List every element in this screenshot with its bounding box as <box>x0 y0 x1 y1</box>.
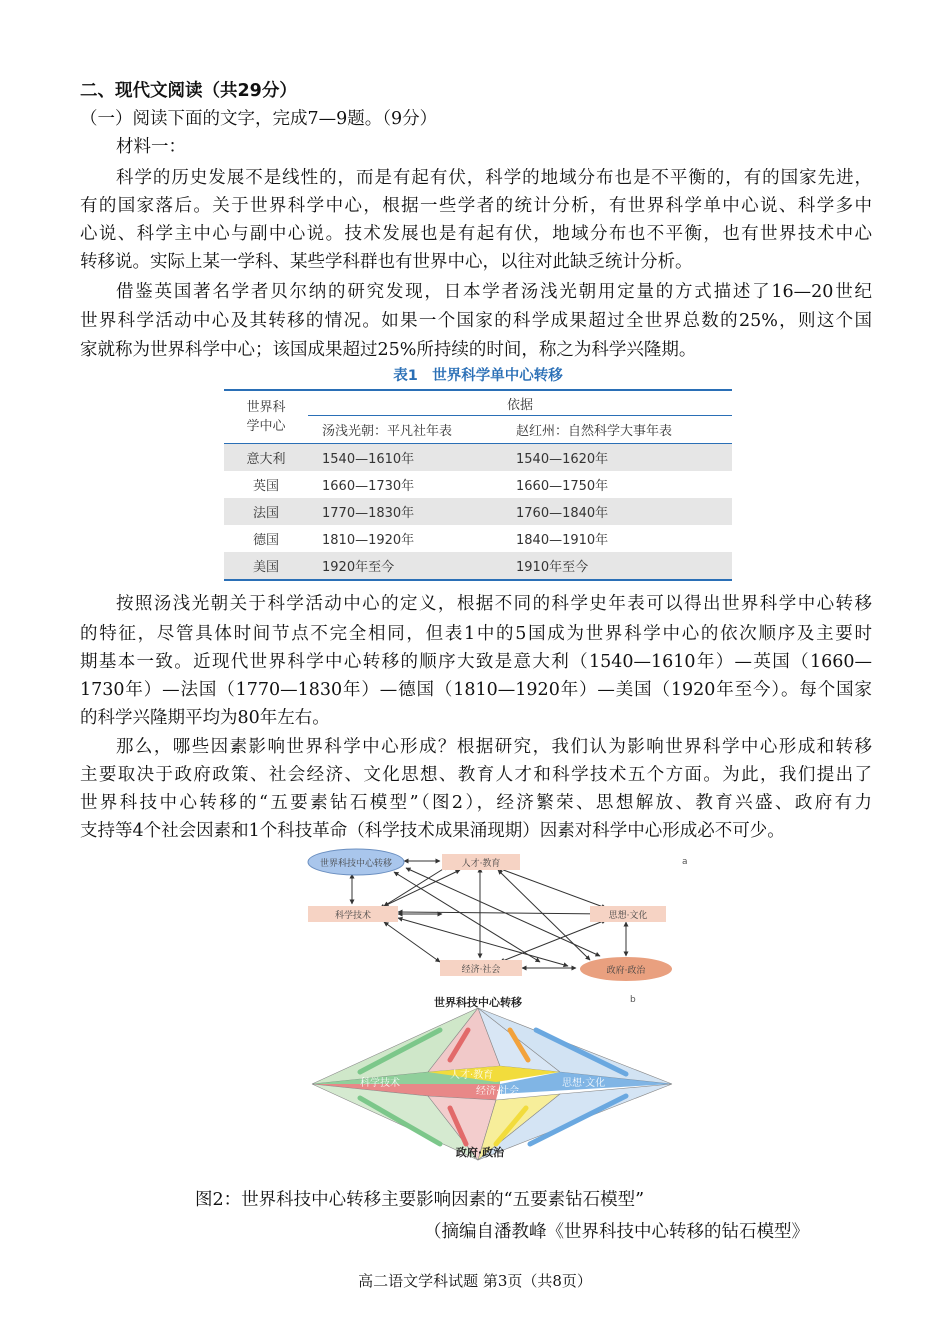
cell-period-1: 1920年至今 <box>322 560 395 575</box>
panel-b-label: b <box>630 995 636 1005</box>
cell-country: 法国 <box>252 506 279 521</box>
node-science-label: 科学技术 <box>334 911 372 921</box>
diamond-mid-label: 思想·文化 <box>562 1078 606 1089</box>
diamond-mid-label: 科学技术 <box>360 1078 400 1089</box>
node-government-label: 政府·政治 <box>606 966 646 976</box>
para2-line: 家就称为世界科学中心；该国成果超过25%所持续的时间，称之为科学兴隆期。 <box>80 340 697 360</box>
diamond-top-label: 世界科技中心转移 <box>434 996 522 1009</box>
node-center-label: 世界科技中心转移 <box>319 859 393 869</box>
table-row <box>224 471 732 498</box>
cell-period-1: 1660—1730年 <box>322 479 415 494</box>
header-basis: 依据 <box>308 391 732 416</box>
panel-a-label: a <box>682 857 688 867</box>
page-footer: 高二语文学科试题 第3页（共8页） <box>358 1272 592 1290</box>
figure-source: （摘编自潘教峰《世界科技中心转移的钻石模型》 <box>424 1222 809 1242</box>
panel-b <box>312 995 672 1160</box>
cell-period-1: 1770—1830年 <box>322 506 415 521</box>
material-label: 材料一： <box>116 137 186 157</box>
node-thought-label: 思想·文化 <box>608 911 648 921</box>
para2-line: 借鉴英国著名学者贝尔纳的研究发现，日本学者汤浅光朝用定量的方式描述了16—20世纪 <box>116 282 872 302</box>
header-source-1: 汤浅光朝：平凡社年表 <box>322 424 453 439</box>
part-title: （一）阅读下面的文字，完成7—9题。（9分） <box>80 109 438 129</box>
para4-line: 主要取决于政府政策、社会经济、文化思想、教育人才和科学技术五个方面。为此，我们提出了 <box>80 765 872 785</box>
cell-period-2: 1910年至今 <box>516 560 589 575</box>
header-subs <box>308 416 732 443</box>
cell-country: 意大利 <box>246 452 286 467</box>
cell-country: 英国 <box>252 479 279 494</box>
para1-line: 有的国家落后。关于世界科学中心，根据一些学者的统计分析，有世界科学单中心说、科学多中 <box>80 196 872 216</box>
para3-line: 的科学兴隆期平均为80年左右。 <box>80 708 330 728</box>
para3-line: 按照汤浅光朝关于科学活动中心的定义，根据不同的科学史年表可以得出世界科学中心转移 <box>116 594 872 614</box>
para1-line: 转移说。实际上某一学科、某些学科群也有世界中心，以往对此缺乏统计分析。 <box>80 252 693 272</box>
diamond-mid-label: 经济·社会 <box>476 1086 520 1097</box>
figure-2-diamond-model <box>300 846 710 1168</box>
cell-period-2: 1760—1840年 <box>516 506 609 521</box>
para1-line: 心说、科学主中心与副中心说。技术发展也是有起有伏，地域分布也不平衡，也有世界技术中心 <box>80 224 872 244</box>
node-economy-label: 经济·社会 <box>461 965 501 975</box>
para2-line: 世界科学活动中心及其转移的情况。如果一个国家的科学成果超过全世界总数的25%，则这个国 <box>80 311 872 331</box>
para4-line: 世界科技中心转移的“五要素钻石模型”（图2），经济繁荣、思想解放、教育兴盛、政府有力 <box>80 793 872 813</box>
para4-line: 那么，哪些因素影响世界科学中心形成？根据研究，我们认为影响世界科学中心形成和转移 <box>116 737 872 757</box>
table-header <box>224 391 732 444</box>
section-title: 二、现代文阅读（共29分） <box>80 81 297 101</box>
table-caption: 表1 世界科学单中心转移 <box>393 368 563 384</box>
table-grid <box>224 389 732 581</box>
para4-line: 支持等4个社会因素和1个科技革命（科学技术成果涌现期）因素对科学中心形成必不可少。 <box>80 821 785 841</box>
para3-line: 期基本一致。近现代世界科学中心转移的顺序大致是意大利（1540—1610年）—英国（1660— <box>80 652 872 672</box>
node-talent-label: 人才·教育 <box>461 859 501 869</box>
table-row <box>224 525 732 552</box>
cell-country: 德国 <box>252 533 279 548</box>
para1-line: 科学的历史发展不是线性的，而是有起有伏，科学的地域分布也是不平衡的，有的国家先进， <box>116 168 872 188</box>
cell-period-1: 1810—1920年 <box>322 533 415 548</box>
cell-period-1: 1540—1610年 <box>322 452 415 467</box>
cell-country: 美国 <box>252 560 279 575</box>
header-science-center: 世界科学中心 <box>246 400 286 434</box>
panel-a <box>300 846 710 988</box>
diamond-mid-label: 人才·教育 <box>450 1070 494 1081</box>
table-row <box>224 444 732 471</box>
header-basis-group <box>308 391 732 443</box>
table-row <box>224 552 732 579</box>
table-1 <box>224 365 732 581</box>
cell-period-2: 1840—1910年 <box>516 533 609 548</box>
cell-period-2: 1660—1750年 <box>516 479 609 494</box>
para3-line: 的特征，尽管具体时间节点不完全相同，但表1中的5国成为世界科学中心的依次顺序及主要时 <box>80 624 872 644</box>
diamond-bottom-label: 政府·政治 <box>455 1146 505 1159</box>
cell-period-2: 1540—1620年 <box>516 452 609 467</box>
figure-caption: 图2：世界科技中心转移主要影响因素的“五要素钻石模型” <box>195 1190 645 1210</box>
table-row <box>224 498 732 525</box>
para3-line: 1730年）—法国（1770—1830年）—德国（1810—1920年）—美国（1920年至今）。每个国家 <box>80 680 872 700</box>
header-source-2: 赵红州：自然科学大事年表 <box>516 424 673 439</box>
